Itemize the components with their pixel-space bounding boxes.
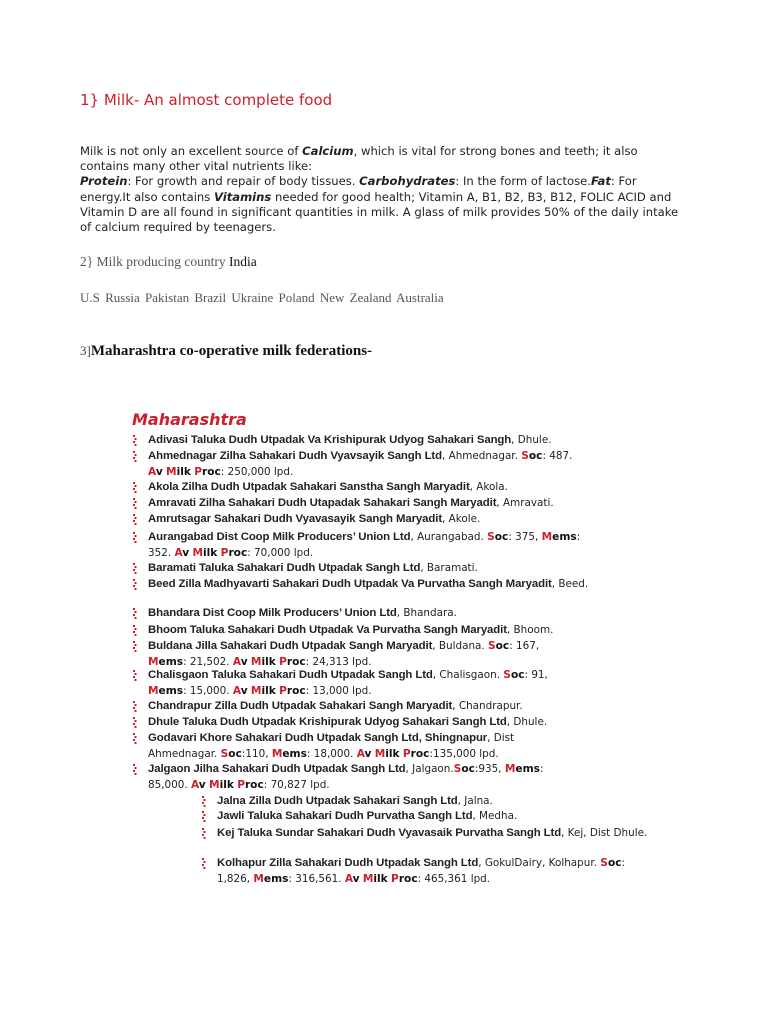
milk-label-rest: ilk — [203, 546, 218, 559]
federation-name: Dhule Taluka Dudh Utpadak Krishipurak Udyog Sahakari Sangh Ltd — [148, 716, 507, 728]
mems-value: 18,000 — [313, 747, 351, 760]
intro-text: : For energy.It also contains — [80, 174, 637, 204]
mems-label-rest: ems — [158, 655, 184, 668]
bullet-icon — [201, 809, 207, 823]
list-item — [148, 433, 618, 449]
soc-label-s: S — [453, 763, 462, 775]
bullet-icon — [201, 826, 207, 840]
federation-name: Godavari Khore Sahakari Dudh Utpadak Sangh Ltd, Shingnapur — [148, 732, 488, 744]
proc-value: 70,000 lpd. — [254, 546, 314, 559]
value-separator: , — [534, 531, 542, 543]
mems-separator: : — [306, 747, 314, 760]
soc-label-rest: oc — [510, 669, 525, 681]
federation-name: Buldana Jilla Sahakari Dudh Utpadak Sangh Maryadit — [148, 640, 433, 652]
value-separator: . — [226, 684, 233, 697]
value-separator: , — [246, 872, 254, 885]
soc-value: 487 — [545, 450, 570, 462]
bullet-icon — [132, 731, 138, 745]
list-item — [148, 606, 618, 622]
federation-location: , Amravati. — [496, 497, 554, 509]
soc-label-s: S — [487, 531, 495, 543]
milk-label-m: M — [166, 465, 177, 478]
federation-location: , Aurangabad. — [410, 531, 488, 543]
soc-value: 375 — [511, 531, 535, 543]
intro-text: , which is vital for strong bones and teeth; it also contains many other vital nutrients like: — [80, 144, 638, 174]
soc-label-s: S — [521, 450, 529, 462]
soc-separator: : — [509, 640, 513, 652]
federation-name: Beed Zilla Madhyavarti Sahakari Dudh Utpadak Va Purvatha Sangh Maryadit — [148, 578, 552, 590]
bullet-icon — [132, 668, 138, 682]
section-3-heading — [80, 343, 372, 360]
mems-value: 316,561 — [295, 872, 339, 885]
carbohydrates-term: Carbohydrates — [359, 174, 456, 189]
federation-location: , Jalna. — [457, 795, 493, 807]
list-item — [148, 530, 588, 561]
mems-label-rest: ems — [282, 747, 307, 760]
bullet-icon — [132, 480, 138, 494]
av-label-a: A — [190, 778, 199, 791]
mems-label-m: M — [504, 763, 516, 775]
federation-location: , Chandrapur. — [452, 700, 523, 712]
federation-location: , Dhule. — [506, 716, 548, 728]
proc-separator: : — [247, 546, 255, 559]
section-2-label: 2} Milk producing country — [80, 254, 229, 269]
bullet-icon — [132, 606, 138, 620]
mems-separator: : — [183, 684, 190, 697]
intro-text: : In the form of lactose. — [455, 174, 591, 189]
federation-name: Kolhapur Zilla Sahakari Dudh Utpadak Sangh Ltd — [217, 857, 479, 869]
mems-label-rest: ems — [263, 872, 289, 885]
bullet-icon — [201, 794, 207, 808]
federation-name: Jawli Taluka Sahakari Dudh Purvatha Sangh Ltd — [217, 810, 473, 822]
proc-label-p: P — [279, 655, 287, 668]
list-item — [217, 809, 637, 825]
intro-paragraph — [80, 144, 680, 235]
mems-value: 15,000 — [189, 684, 227, 697]
soc-label-rest: oc — [461, 763, 475, 775]
soc-separator: : — [241, 747, 246, 760]
federation-name: Chandrapur Zilla Dudh Utpadak Sahakari Sangh Maryadit — [148, 700, 453, 712]
proc-label-p: P — [391, 872, 399, 885]
av-label-v: v — [240, 655, 248, 668]
proc-label-p: P — [194, 465, 202, 478]
proc-separator: : — [305, 684, 313, 697]
federation-name: Adivasi Taluka Dudh Utpadak Va Krishipurak Udyog Sahakari Sangh — [148, 434, 512, 446]
soc-value: 167 — [512, 640, 536, 652]
bullet-icon — [132, 512, 138, 526]
soc-label-s: S — [220, 747, 229, 760]
av-label-v: v — [198, 778, 206, 791]
list-item — [148, 480, 618, 496]
milk-label-m: M — [192, 546, 204, 559]
bullet-icon — [201, 856, 207, 870]
federation-name: Baramati Taluka Sahakari Dudh Utpadak Sangh Ltd — [148, 562, 421, 574]
value-separator: , — [544, 669, 548, 681]
intro-text: : For growth and repair of body tissues. — [127, 174, 360, 189]
list-item — [148, 561, 618, 577]
proc-value: 135,000 lpd. — [432, 747, 499, 760]
value-separator: . — [338, 872, 345, 885]
federation-location: , Medha. — [472, 810, 518, 822]
federation-name: Kej Taluka Sundar Sahakari Dudh Vyavasaik Purvatha Sangh Ltd — [217, 827, 562, 839]
intro-text: needed for good health; Vitamin A, B1, B2, B3, B12, FOLIC ACID and Vitamin D are all found in significant quantities in milk. A glass of milk provides 50% of the daily intake of calcium required by teenagers. — [80, 189, 679, 235]
soc-value: 91 — [528, 669, 545, 681]
av-label-v: v — [240, 684, 248, 697]
country-list: U.S Russia Pakistan Brazil Ukraine Poland New Zealand Australia — [80, 290, 444, 305]
intro-text: Milk is not only an excellent source of — [80, 144, 303, 158]
soc-value: 935 — [478, 763, 499, 775]
federation-location: , Jalgaon. — [405, 763, 454, 775]
proc-value: 250,000 lpd. — [227, 465, 294, 478]
federation-location: , Akole. — [442, 513, 481, 525]
milk-label-rest: ilk — [261, 684, 276, 697]
value-separator: , — [498, 763, 505, 775]
soc-label-s: S — [503, 669, 511, 681]
soc-separator: : — [621, 857, 626, 869]
federation-name: Bhandara Dist Coop Milk Producers’ Union Ltd — [148, 607, 397, 619]
proc-separator: : — [417, 872, 425, 885]
bullet-icon — [132, 449, 138, 463]
proc-separator: : — [220, 465, 228, 478]
federation-location: , Akola. — [469, 481, 508, 493]
proc-separator: : — [305, 655, 313, 668]
bullet-icon — [132, 762, 138, 776]
proc-label-p: P — [279, 684, 287, 697]
calcium-term: Calcium — [302, 144, 354, 158]
mems-label-m: M — [271, 747, 283, 760]
mems-value: 21,502 — [189, 655, 227, 668]
protein-term: Protein — [80, 174, 128, 189]
mems-separator: : — [576, 531, 581, 543]
fat-term: Fat — [590, 174, 611, 189]
proc-value: 70,827 lpd. — [270, 778, 330, 791]
mems-value: 352 — [148, 546, 168, 559]
bullet-icon — [132, 623, 138, 637]
federation-name: Jalgaon Jilha Sahakari Dudh Utpadak Sangh Ltd — [148, 763, 406, 775]
mems-label-m: M — [541, 531, 553, 543]
milk-label-rest: ilk — [373, 872, 388, 885]
proc-label-p: P — [402, 747, 411, 760]
bullet-icon — [132, 561, 138, 575]
proc-separator: : — [263, 778, 271, 791]
bullet-icon — [132, 496, 138, 510]
milk-label-rest: ilk — [385, 747, 400, 760]
proc-label-rest: roc — [410, 747, 430, 760]
federation-name: Chalisgaon Taluka Sahakari Dudh Utpadak Sangh Ltd — [148, 669, 433, 681]
proc-label-rest: roc — [228, 546, 248, 559]
list-item — [148, 731, 578, 762]
soc-separator: : — [474, 763, 479, 775]
proc-label-p: P — [220, 546, 229, 559]
value-separator: . — [184, 778, 191, 791]
proc-label-rest: roc — [201, 465, 221, 478]
milk-label-rest: ilk — [261, 655, 276, 668]
soc-label-rest: oc — [494, 531, 509, 543]
soc-label-rest: oc — [495, 640, 510, 652]
av-label-a: A — [232, 655, 241, 668]
bullet-icon — [132, 433, 138, 447]
proc-value: 24,313 lpd. — [312, 655, 372, 668]
federation-name: Akola Zilha Dudh Utpadak Sahakari Sanstha Sangh Maryadit — [148, 481, 470, 493]
soc-separator: : — [542, 450, 546, 462]
list-item — [148, 699, 618, 715]
list-item — [148, 715, 618, 731]
mems-value: 85,000 — [148, 778, 185, 791]
av-label-v: v — [182, 546, 190, 559]
proc-label-rest: roc — [286, 684, 306, 697]
federation-name: Bhoom Taluka Sahakari Dudh Utpadak Va Purvatha Sangh Maryadit — [148, 624, 507, 636]
value-separator: , — [265, 747, 272, 760]
mems-label-rest: ems — [552, 531, 577, 543]
av-label-a: A — [174, 546, 183, 559]
proc-value: 13,000 lpd. — [312, 684, 372, 697]
av-label-a: A — [344, 872, 353, 885]
federation-location: , Buldana. — [432, 640, 489, 652]
milk-label-m: M — [250, 655, 262, 668]
top-country: India — [228, 254, 257, 269]
federation-location: , Ahmednagar. — [441, 450, 522, 462]
list-item — [148, 762, 578, 793]
federation-location: , Bhandara. — [396, 607, 457, 619]
soc-label-rest: oc — [528, 450, 543, 462]
soc-label-rest: oc — [607, 857, 622, 869]
soc-label-rest: oc — [228, 747, 242, 760]
milk-label-m: M — [374, 747, 386, 760]
av-label-a: A — [148, 465, 156, 478]
av-label-v: v — [364, 747, 372, 760]
list-item — [217, 856, 637, 887]
bullet-icon — [132, 699, 138, 713]
section-3-title: Maharashtra co-operative milk federations- — [90, 343, 373, 359]
av-label-a: A — [232, 684, 241, 697]
federation-location: , Beed. — [551, 578, 589, 590]
av-label-v: v — [352, 872, 360, 885]
vitamins-term: Vitamins — [213, 189, 272, 204]
value-separator: . — [350, 747, 357, 760]
federation-location: , Baramati. — [420, 562, 478, 574]
list-item — [148, 668, 578, 699]
federation-location: , Kej, Dist Dhule. — [561, 827, 648, 839]
list-item — [217, 826, 657, 842]
value-separator: . — [226, 655, 233, 668]
list-item — [217, 794, 637, 810]
section-2-heading — [80, 254, 257, 270]
av-label-a: A — [356, 747, 365, 760]
soc-label-s: S — [488, 640, 496, 652]
federation-location: , Bhoom. — [506, 624, 554, 636]
state-title: Maharashtra — [132, 410, 247, 429]
mems-label-rest: ems — [158, 684, 184, 697]
proc-value: 465,361 lpd. — [424, 872, 491, 885]
soc-separator: : — [508, 531, 512, 543]
list-item — [148, 512, 618, 528]
federation-name: Aurangabad Dist Coop Milk Producers’ Union Ltd — [148, 531, 411, 543]
soc-separator: : — [524, 669, 529, 681]
proc-label-rest: roc — [286, 655, 306, 668]
mems-separator: : — [288, 872, 296, 885]
soc-value: 110 — [245, 747, 266, 760]
bullet-icon — [132, 715, 138, 729]
bullet-icon — [132, 577, 138, 591]
mems-separator: : — [539, 763, 544, 775]
federation-name: Ahmednagar Zilha Sahakari Dudh Vyavsayik Sangh Ltd — [148, 450, 442, 462]
federation-location: , Dist Ahmednagar. — [148, 732, 515, 760]
section-1-heading: 1} Milk- An almost complete food — [80, 91, 333, 109]
federation-name: Amrutsagar Sahakari Dudh Vyavasayik Sangh Maryadit — [148, 513, 443, 525]
milk-label-m: M — [250, 684, 262, 697]
proc-label-rest: roc — [244, 778, 264, 791]
section-3-number: 3] — [80, 343, 91, 358]
proc-label-rest: roc — [398, 872, 418, 885]
bullet-icon — [132, 530, 138, 544]
value-separator: . — [167, 546, 175, 559]
milk-label-m: M — [362, 872, 374, 885]
milk-label-m: M — [209, 778, 220, 791]
federation-location: , Chalisgaon. — [432, 669, 504, 681]
list-item — [148, 496, 618, 512]
mems-label-m: M — [148, 684, 159, 697]
list-item — [148, 577, 618, 593]
federation-location: , GokulDairy, Kolhapur. — [478, 857, 601, 869]
soc-label-s: S — [600, 857, 608, 869]
value-separator: , — [535, 640, 540, 652]
list-item — [148, 639, 578, 670]
milk-label-rest: ilk — [176, 465, 191, 478]
mems-label-m: M — [253, 872, 264, 885]
value-separator: . — [569, 450, 573, 462]
federation-name: Jalna Zilla Dudh Utpadak Sahakari Sangh Ltd — [217, 795, 458, 807]
mems-label-rest: ems — [515, 763, 540, 775]
proc-label-p: P — [237, 778, 245, 791]
list-item — [148, 623, 618, 639]
mems-separator: : — [183, 655, 190, 668]
soc-value: 1,826 — [217, 872, 247, 885]
milk-label-rest: ilk — [219, 778, 234, 791]
bullet-icon — [132, 639, 138, 653]
av-label-v: v — [155, 465, 163, 478]
list-item — [148, 449, 588, 480]
mems-label-m: M — [148, 655, 159, 668]
proc-separator: : — [429, 747, 433, 760]
federation-location: , Dhule. — [511, 434, 552, 446]
federation-name: Amravati Zilha Sahakari Dudh Utapadak Sahakari Sangh Maryadit — [148, 497, 497, 509]
